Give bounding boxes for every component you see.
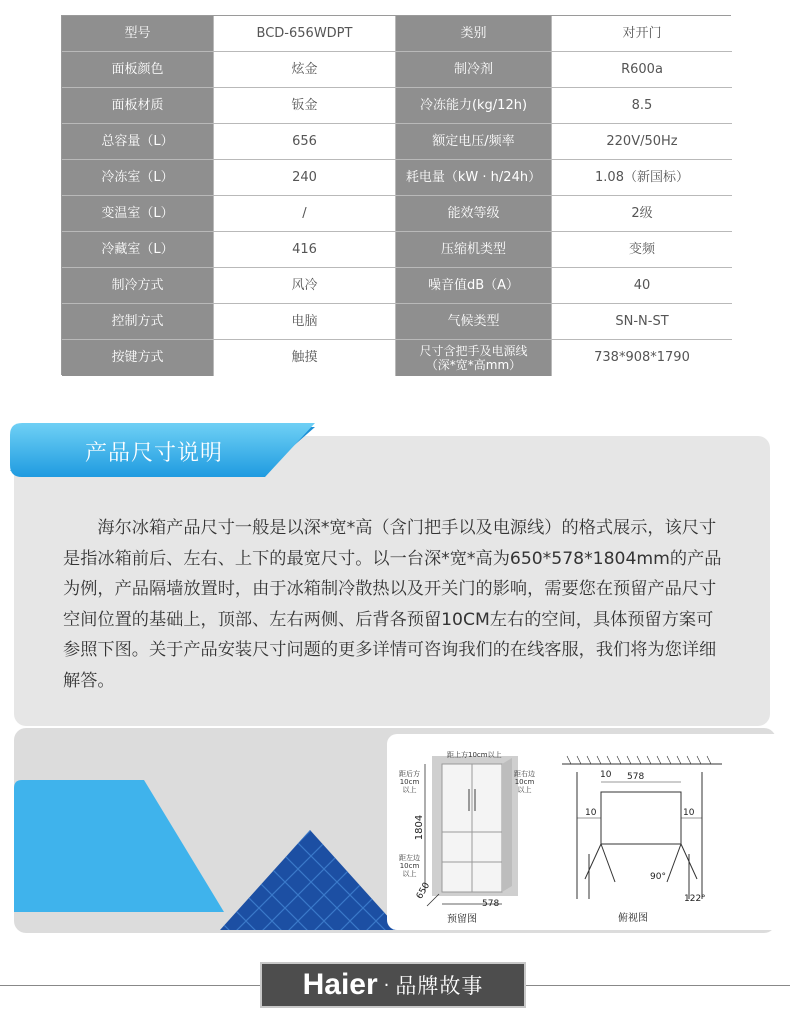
spec-value: 416 [214,232,396,268]
spec-value: 656 [214,124,396,160]
spec-value: SN-N-ST [552,304,732,340]
spec-value: 738*908*1790 [552,340,732,376]
section-description: 海尔冰箱产品尺寸一般是以深*宽*高（含门把手以及电源线）的格式展示，该尺寸是指冰箱前后、左右、上下的最宽尺寸。以一台深*宽*高为650*578*1804mm的产品为例，产品隔墙放置时，由于冰箱制冷散热以及开关门的影响，需要您在预留产品尺寸空间位置的基础上，顶部、左右两侧、后背各预留10CM左右的空间，具体预留方案可参照下图。关于产品安装尺寸问题的更多详情可咨询我们的在线客服，我们将为您详细解答。 [63,518,722,691]
spec-label: 压缩机类型 [396,232,552,268]
top-width-label: 578 [627,772,645,782]
decor-blue-shape [14,780,224,915]
front-depth-label: 650 [414,881,433,901]
spec-value: 240 [214,160,396,196]
top-gap-left: 10 [585,808,597,818]
spec-label: 面板材质 [62,88,214,124]
spec-value: 1.08（新国标） [552,160,732,196]
brand-story-header [260,962,526,1008]
installation-diagrams [387,734,777,930]
spec-value: 电脑 [214,304,396,340]
front-caption: 预留图 [447,914,477,925]
top-angle-right: 122° [684,894,706,904]
spec-value: 对开门 [552,16,732,52]
spec-value: 8.5 [552,88,732,124]
spec-label: 类别 [396,16,552,52]
spec-label: 冷冻室（L） [62,160,214,196]
spec-label: 制冷方式 [62,268,214,304]
spec-label: 尺寸含把手及电源线 （深*宽*高mm） [396,340,552,376]
spec-label: 冷冻能力(kg/12h) [396,88,552,124]
spec-value: / [214,196,396,232]
spec-value: R600a [552,52,732,88]
spec-value: 220V/50Hz [552,124,732,160]
spec-label: 冷藏室（L） [62,232,214,268]
front-height-label: 1804 [414,814,426,841]
spec-value: BCD-656WDPT [214,16,396,52]
section-banner [10,419,315,479]
spec-label: 型号 [62,16,214,52]
spec-label: 按键方式 [62,340,214,376]
top-gap-top: 10 [600,770,612,780]
front-top-note: 距上方10cm以上 [447,751,502,759]
front-left-note: 距后方 10cm 以上 [399,770,420,794]
section-title: 产品尺寸说明 [85,441,224,466]
brand-story-title: 品牌故事 [395,974,484,998]
spec-value: 变频 [552,232,732,268]
separator-dot: · [383,974,390,996]
spec-value: 触摸 [214,340,396,376]
spec-label: 制冷剂 [396,52,552,88]
spec-value: 风冷 [214,268,396,304]
spec-table [61,15,731,375]
top-gap-right: 10 [683,808,695,818]
front-width-label: 578 [482,899,500,909]
spec-value: 40 [552,268,732,304]
top-angle-left: 90° [650,872,666,882]
spec-label: 耗电量（kW · h/24h） [396,160,552,196]
spec-label: 面板颜色 [62,52,214,88]
front-right-note: 距右边 10cm 以上 [514,770,535,794]
spec-label: 额定电压/频率 [396,124,552,160]
spec-label: 能效等级 [396,196,552,232]
spec-label: 变温室（L） [62,196,214,232]
haier-logo: Haier [302,968,378,1001]
spec-value: 炫金 [214,52,396,88]
diagram-drawing [387,734,777,930]
spec-label: 噪音值dB（A） [396,268,552,304]
spec-label: 控制方式 [62,304,214,340]
spec-label: 气候类型 [396,304,552,340]
spec-label: 总容量（L） [62,124,214,160]
front-left-bottom-note: 距左边 10cm 以上 [399,854,420,878]
decor-pattern-shape [220,830,400,934]
spec-value: 钣金 [214,88,396,124]
spec-value: 2级 [552,196,732,232]
top-caption: 俯视图 [618,913,648,924]
